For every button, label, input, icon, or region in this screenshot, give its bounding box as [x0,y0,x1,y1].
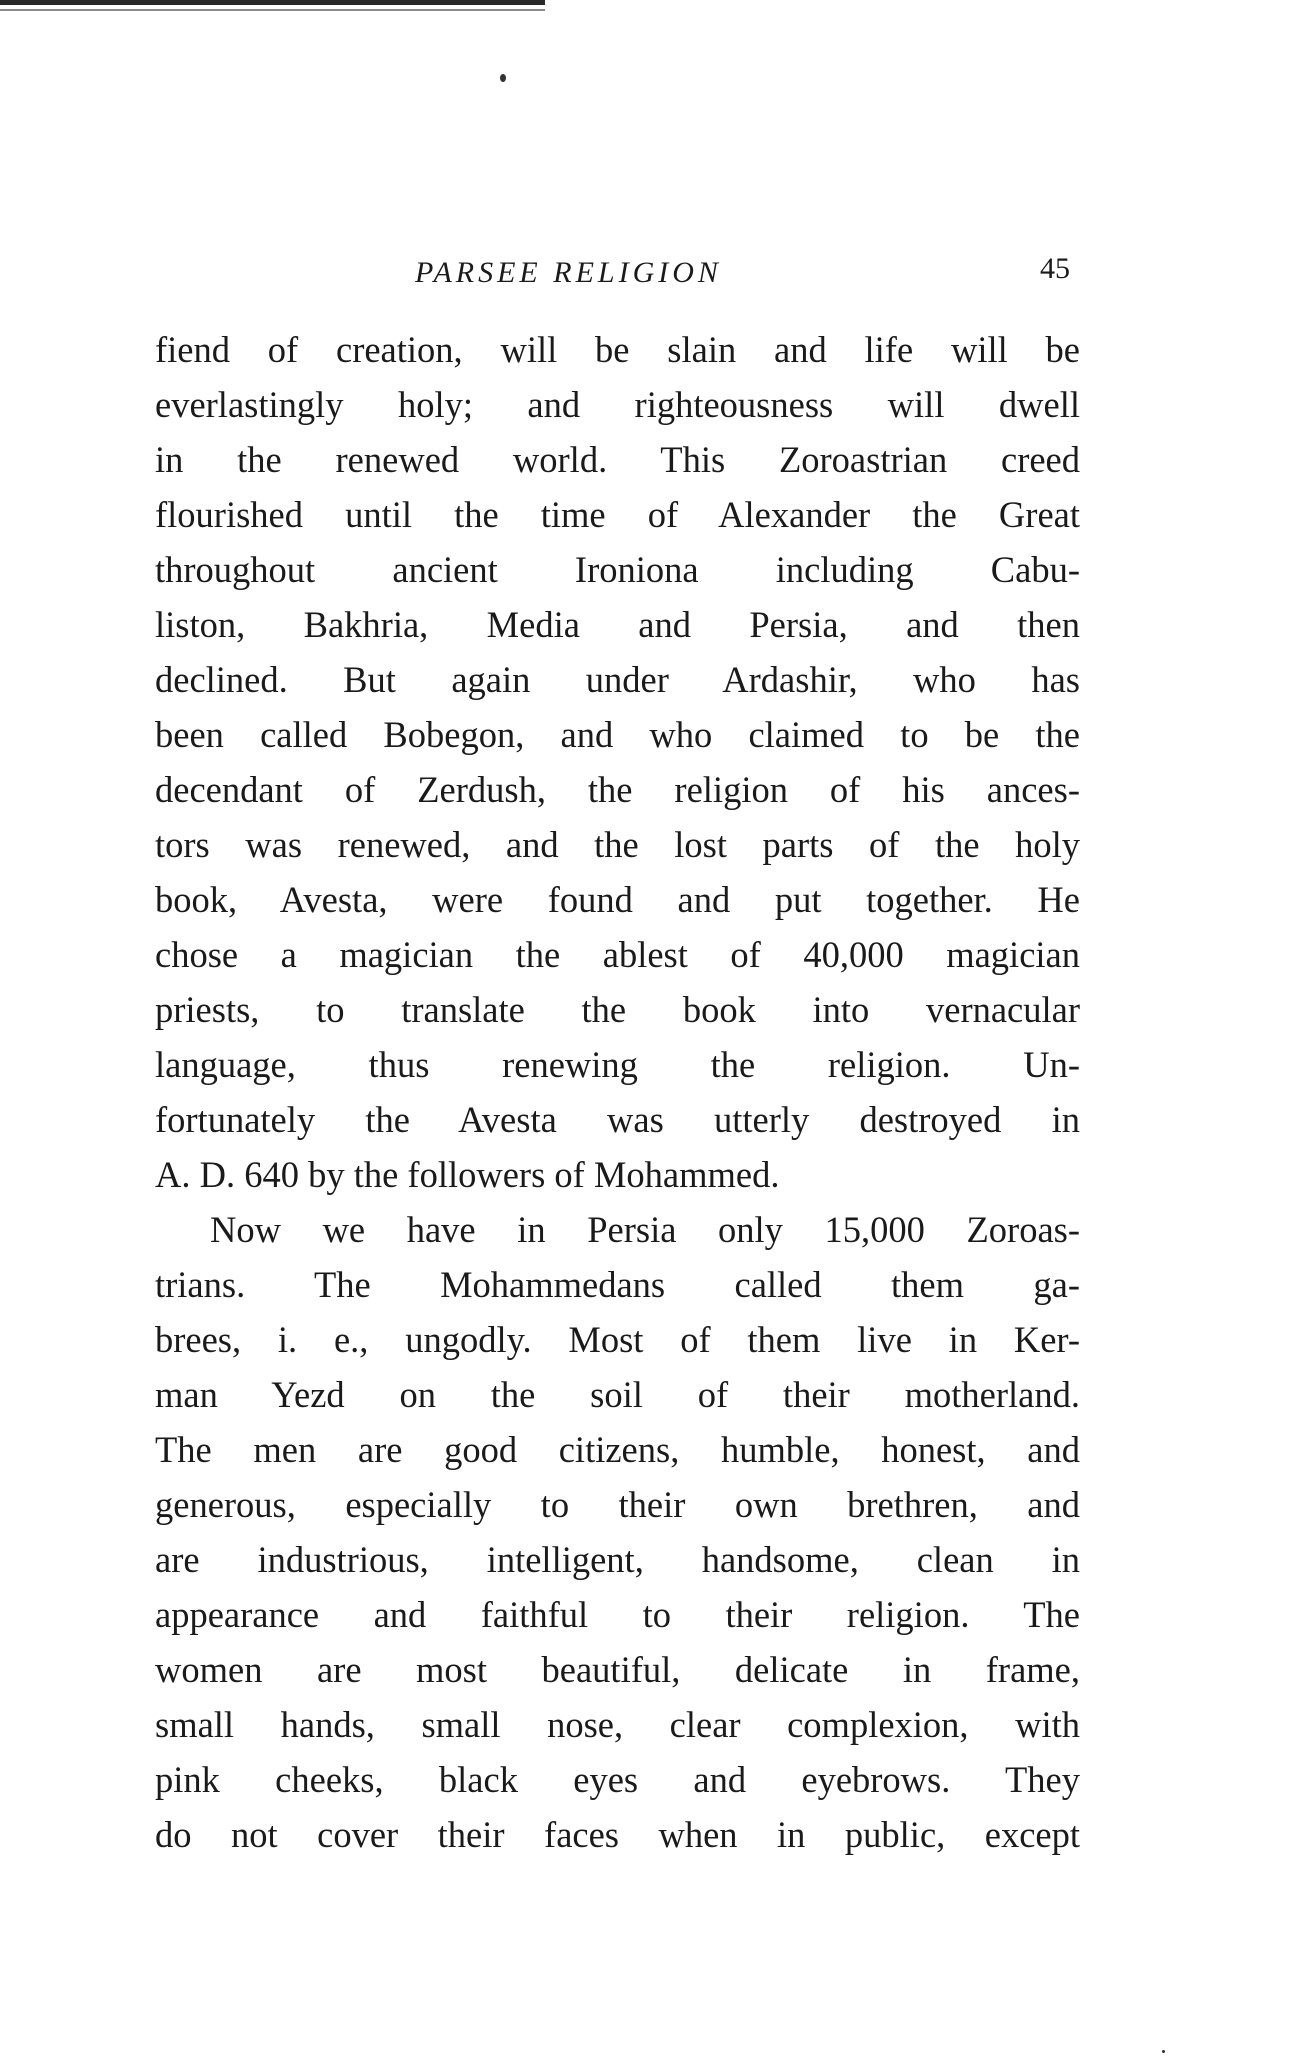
text-line: do not cover their faces when in public, except [155,1814,1080,1855]
text-line: priests, to translate the book into vernacular [155,989,1080,1030]
text-line: decendant of Zerdush, the religion of his ances- [155,769,1080,810]
text-line: in the renewed world. This Zoroastrian creed [155,439,1080,480]
text-line: small hands, small nose, clear complexion, with [155,1704,1080,1745]
text-line: flourished until the time of Alexander the Great [155,494,1080,535]
text-line: trians. The Mohammedans called them ga- [155,1264,1080,1305]
text-line: pink cheeks, black eyes and eyebrows. They [155,1759,1080,1800]
text-line: are industrious, intelligent, handsome, clean in [155,1539,1080,1580]
text-line: tors was renewed, and the lost parts of the holy [155,824,1080,865]
text-line: appearance and faithful to their religion. The [155,1594,1080,1635]
text-line: book, Avesta, were found and put together. He [155,879,1080,920]
paragraph-end-line: A. D. 640 by the followers of Mohammed. [155,1154,780,1195]
text-line: brees, i. e., ungodly. Most of them live in Ker- [155,1319,1080,1360]
text-line: The men are good citizens, humble, honest, and [155,1429,1080,1470]
top-scan-rule-secondary [0,9,545,11]
page-number: 45 [1040,252,1070,285]
body-text [155,322,1080,1862]
text-line: generous, especially to their own brethren, and [155,1484,1080,1525]
top-scan-rule [0,0,545,5]
paragraph-start-line: Now we have in Persia only 15,000 Zoroas- [210,1209,1080,1250]
text-line: declined. But again under Ardashir, who has [155,659,1080,700]
running-title: PARSEE RELIGION [415,256,722,289]
text-line: throughout ancient Ironiona including Cabu- [155,549,1080,590]
text-line: been called Bobegon, and who claimed to be the [155,714,1080,755]
text-line: man Yezd on the soil of their motherland. [155,1374,1080,1415]
text-line: everlastingly holy; and righteousness will dwell [155,384,1080,425]
text-line: women are most beautiful, delicate in frame, [155,1649,1080,1690]
text-line: fortunately the Avesta was utterly destroyed in [155,1099,1080,1140]
text-line: chose a magician the ablest of 40,000 magician [155,934,1080,975]
page-header [155,250,1080,298]
ink-speck [1162,2050,1165,2053]
ink-speck [500,74,506,82]
text-line: liston, Bakhria, Media and Persia, and then [155,604,1080,645]
text-line: fiend of creation, will be slain and life will be [155,329,1080,370]
text-line: language, thus renewing the religion. Un- [155,1044,1080,1085]
